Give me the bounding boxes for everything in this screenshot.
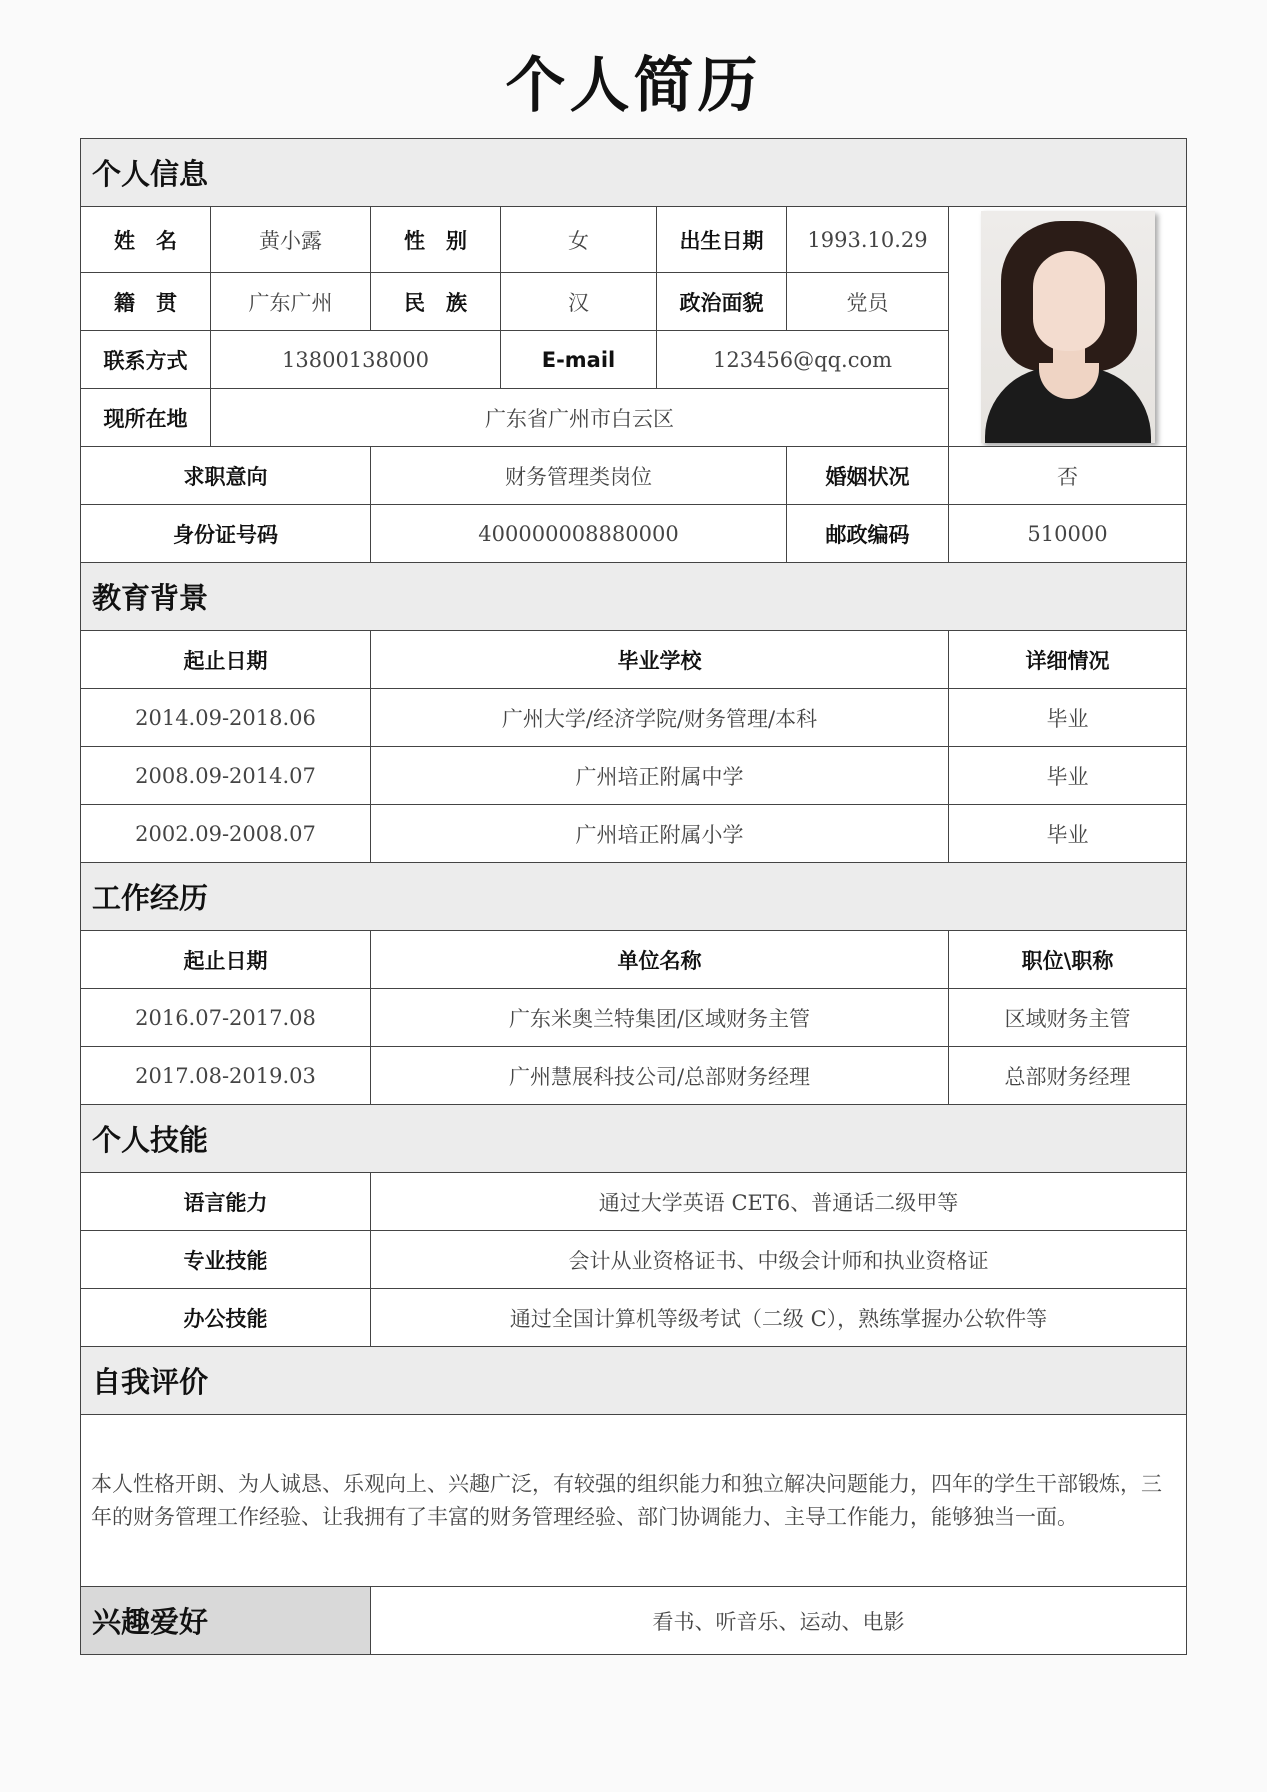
education-date: 2008.09-2014.07 [81, 747, 371, 805]
section-row-evaluation [81, 1347, 1187, 1415]
email-value: 123456@qq.com [657, 331, 949, 389]
address-value: 广东省广州市白云区 [211, 389, 949, 447]
native-label: 籍 贯 [81, 273, 211, 331]
education-header-date: 起止日期 [81, 631, 371, 689]
work-date: 2017.08-2019.03 [81, 1047, 371, 1105]
education-date: 2014.09-2018.06 [81, 689, 371, 747]
email-label: E-mail [501, 331, 657, 389]
work-header-row [81, 931, 1187, 989]
work-header-date: 起止日期 [81, 931, 371, 989]
section-row-work [81, 863, 1187, 931]
photo-cell [949, 207, 1187, 447]
work-position: 总部财务经理 [949, 1047, 1187, 1105]
education-detail: 毕业 [949, 805, 1187, 863]
table-row [81, 1047, 1187, 1105]
skill-value: 会计从业资格证书、中级会计师和执业资格证 [371, 1231, 1187, 1289]
section-row-skills [81, 1105, 1187, 1173]
section-row-education [81, 563, 1187, 631]
skill-value: 通过全国计算机等级考试（二级 C），熟练掌握办公软件等 [371, 1289, 1187, 1347]
page-title: 个人简历 [505, 51, 762, 121]
section-title-hobbies: 兴趣爱好 [81, 1587, 371, 1655]
evaluation-text: 本人性格开朗、为人诚恳、乐观向上、兴趣广泛，有较强的组织能力和独立解决问题能力，四年的学生干部锻炼，三年的财务管理工作经验、让我拥有了丰富的财务管理经验、部门协调能力、主导工作能力，能够独当一面。 [81, 1415, 1187, 1587]
resume-table [80, 138, 1187, 1655]
ethnic-value: 汉 [501, 273, 657, 331]
education-school: 广州培正附属小学 [371, 805, 949, 863]
work-date: 2016.07-2017.08 [81, 989, 371, 1047]
marital-value: 否 [949, 447, 1187, 505]
table-row [81, 747, 1187, 805]
address-label: 现所在地 [81, 389, 211, 447]
education-header-school: 毕业学校 [371, 631, 949, 689]
intent-value: 财务管理类岗位 [371, 447, 787, 505]
work-header-company: 单位名称 [371, 931, 949, 989]
resume-sheet [80, 138, 1186, 1655]
name-label: 姓 名 [81, 207, 211, 273]
work-company: 广州慧展科技公司/总部财务经理 [371, 1047, 949, 1105]
table-row [81, 805, 1187, 863]
personal-row-5 [81, 447, 1187, 505]
education-date: 2002.09-2008.07 [81, 805, 371, 863]
photo-face [1033, 251, 1105, 351]
table-row [81, 689, 1187, 747]
political-label: 政治面貌 [657, 273, 787, 331]
education-school: 广州大学/经济学院/财务管理/本科 [371, 689, 949, 747]
section-title-education: 教育背景 [81, 563, 1187, 631]
work-position: 区域财务主管 [949, 989, 1187, 1047]
skill-label: 专业技能 [81, 1231, 371, 1289]
work-header-position: 职位\职称 [949, 931, 1187, 989]
postal-value: 510000 [949, 505, 1187, 563]
marital-label: 婚姻状况 [787, 447, 949, 505]
section-title-skills: 个人技能 [81, 1105, 1187, 1173]
work-company: 广东米奥兰特集团/区域财务主管 [371, 989, 949, 1047]
education-detail: 毕业 [949, 689, 1187, 747]
native-value: 广东广州 [211, 273, 371, 331]
birth-value: 1993.10.29 [787, 207, 949, 273]
education-header-detail: 详细情况 [949, 631, 1187, 689]
education-header-row [81, 631, 1187, 689]
postal-label: 邮政编码 [787, 505, 949, 563]
personal-row-1 [81, 207, 1187, 273]
table-row [81, 1231, 1187, 1289]
table-row [81, 1289, 1187, 1347]
intent-label: 求职意向 [81, 447, 371, 505]
section-title-evaluation: 自我评价 [81, 1347, 1187, 1415]
personal-row-6 [81, 505, 1187, 563]
political-value: 党员 [787, 273, 949, 331]
skill-label: 语言能力 [81, 1173, 371, 1231]
hobbies-row [81, 1587, 1187, 1655]
gender-label: 性 别 [371, 207, 501, 273]
table-row [81, 989, 1187, 1047]
profile-photo [981, 211, 1155, 443]
name-value: 黄小露 [211, 207, 371, 273]
contact-value: 13800138000 [211, 331, 501, 389]
evaluation-row [81, 1415, 1187, 1587]
section-title-work: 工作经历 [81, 863, 1187, 931]
birth-label: 出生日期 [657, 207, 787, 273]
id-label: 身份证号码 [81, 505, 371, 563]
ethnic-label: 民 族 [371, 273, 501, 331]
gender-value: 女 [501, 207, 657, 273]
education-school: 广州培正附属中学 [371, 747, 949, 805]
id-value: 400000008880000 [371, 505, 787, 563]
skill-label: 办公技能 [81, 1289, 371, 1347]
section-row-personal [81, 139, 1187, 207]
section-title-personal: 个人信息 [81, 139, 1187, 207]
skill-value: 通过大学英语 CET6、普通话二级甲等 [371, 1173, 1187, 1231]
education-detail: 毕业 [949, 747, 1187, 805]
hobbies-value: 看书、听音乐、运动、电影 [371, 1587, 1187, 1655]
contact-label: 联系方式 [81, 331, 211, 389]
table-row [81, 1173, 1187, 1231]
